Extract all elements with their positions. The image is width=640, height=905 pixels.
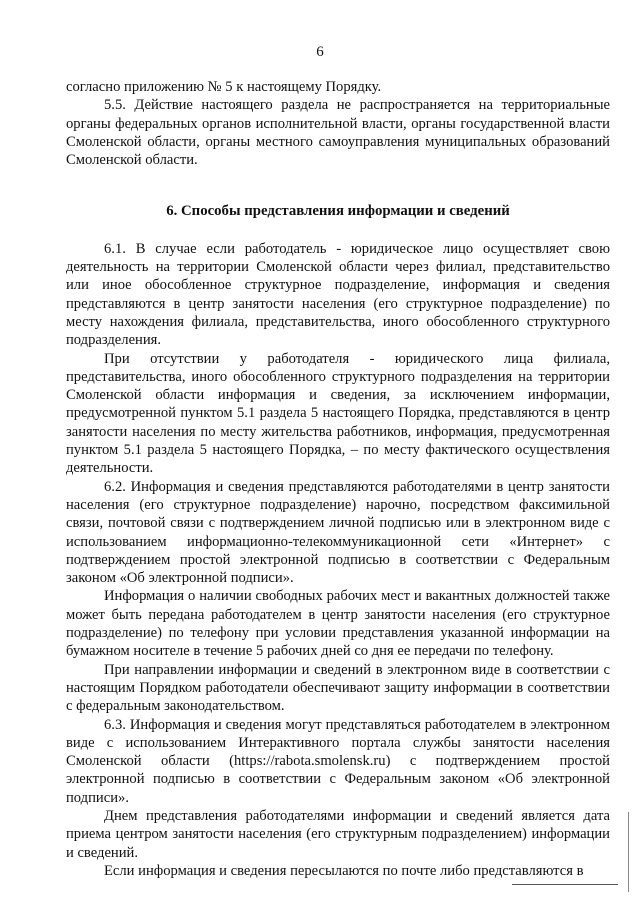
- paragraph-5-5: 5.5. Действие настоящего раздела не распространяется на территориальные органы федеральных органов исполнительной власти, органы государственной власти Смоленской области, органы местного самоуправления муниципальных образований Смоленской области.: [66, 97, 610, 169]
- paragraph-6-1-absence: При отсутствии у работодателя - юридического лица филиала, представительства, иного обособленного структурного подразделения на территории Смоленской области информация и сведения, за исключением информации, предусмотренной пунктом 5.1 раздела 5 настоящего Порядка, представляются в центр занятости населения по месту жительства работников, информация, предусмотренная пунктом 5.1 раздела 5 настоящего Порядка, – по месту фактического осуществления деятельности.: [66, 350, 610, 477]
- paragraph-6-2: 6.2. Информация и сведения представляются работодателями в центр занятости населения (его структурное подразделение) нарочно, посредством факсимильной связи, почтовой связи с подтверждением личной подписью или в электронном виде с использованием информационно-телекоммуникационной сети «Интернет» с подтверждением простой электронной подписью в соответствии с Федеральным законом «Об электронной подписи».: [66, 478, 610, 587]
- section-5-continuation: согласно приложению № 5 к настоящему Порядку.: [66, 79, 382, 95]
- paragraph-6-2-electronic: При направлении информации и сведений в электронном виде в соответствии с настоящим Порядком работодатели обеспечивают защиту информации в соответствии с федеральным законодательством.: [66, 661, 610, 715]
- scan-artifact-edge: [628, 812, 629, 892]
- paragraph-6-3: 6.3. Информация и сведения могут представляться работодателем в электронном виде с использованием Интерактивного портала службы занятости населения Смоленской области (https://rabota.smolensk.ru) с подтверждением простой электронной подписью в соответствии с Федеральным законом «Об электронной подписи».: [66, 716, 610, 806]
- paragraph-6-1: 6.1. В случае если работодатель - юридическое лицо осуществляет свою деятельность на территории Смоленской области через филиал, представительство или иное обособленное структурное подразделение, информация и сведения представляются в центр занятости населения (его структурное подразделение) по месту нахождения филиала, представительства, иного обособленного структурного подразделения.: [66, 240, 610, 349]
- document-body: [66, 78, 610, 880]
- paragraph-6-3-mail: Если информация и сведения пересылаются по почте либо представляются в: [104, 862, 584, 879]
- paragraph-6-3-date: Днем представления работодателями информации и сведений является дата приема центром занятости населения (его структурным подразделением) информации и сведений.: [66, 807, 610, 861]
- section-6-heading: 6. Способы представления информации и сведений: [166, 203, 510, 220]
- page-number: 6: [316, 44, 324, 60]
- scan-artifact-line: [512, 884, 618, 885]
- paragraph-6-2-vacancies: Информация о наличии свободных рабочих мест и вакантных должностей также может быть передана работодателем в центр занятости населения (его структурное подразделение) по телефону при условии представления указанной информации на бумажном носителе в течение 5 рабочих дней со дня ее передачи по телефону.: [66, 588, 610, 660]
